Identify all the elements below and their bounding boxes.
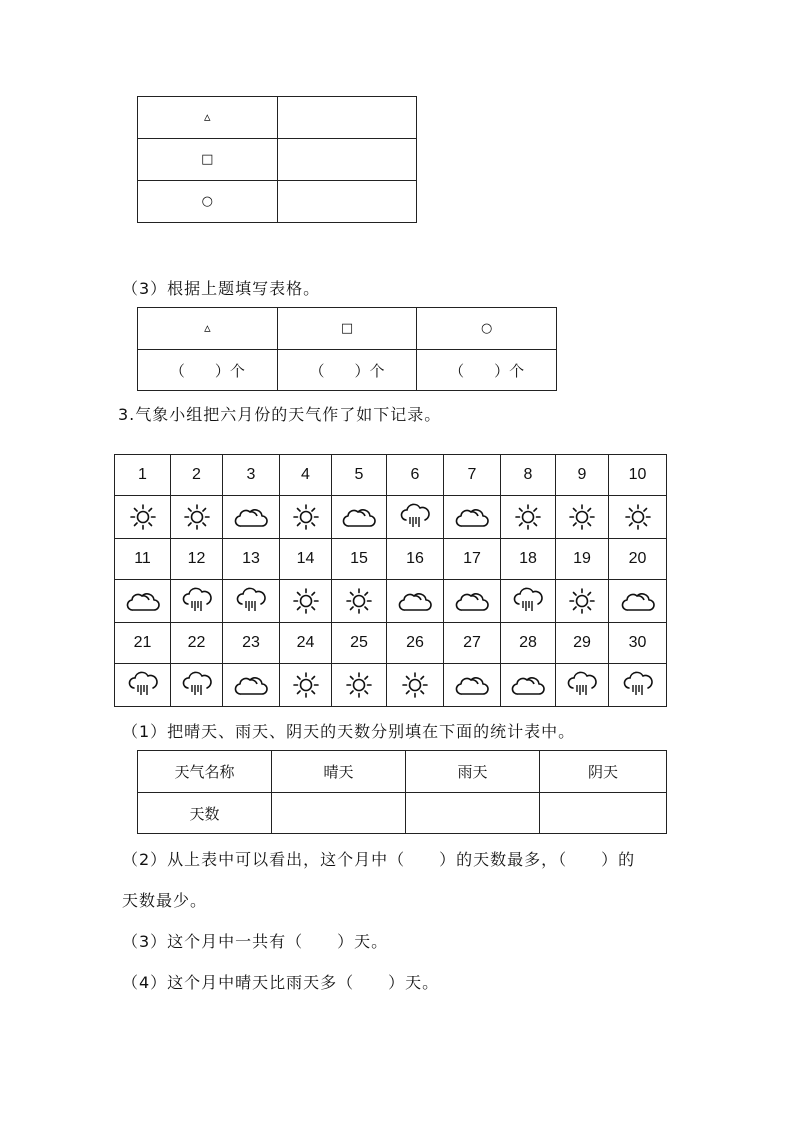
day-number: 28 — [501, 623, 556, 664]
sun-icon — [280, 671, 331, 699]
weather-cell — [556, 496, 609, 539]
weather-cell — [223, 580, 280, 623]
sunny-count-cell[interactable] — [272, 793, 406, 834]
answer-cell[interactable]: （ ）个 — [138, 350, 278, 391]
day-number: 7 — [444, 455, 501, 496]
sub-question-2-line-1: （2）从上表中可以看出，这个月中（ ）的天数最多，（ ）的 — [122, 850, 636, 869]
stats-header: 雨天 — [406, 751, 540, 793]
circle-icon: ○ — [417, 308, 557, 350]
rain-cloud-icon — [501, 587, 555, 615]
day-number: 9 — [556, 455, 609, 496]
triangle-icon: ▵ — [138, 97, 278, 139]
day-number: 11 — [115, 539, 171, 580]
shape-table — [137, 96, 417, 223]
day-number: 8 — [501, 455, 556, 496]
weather-cell — [444, 496, 501, 539]
triangle-icon: ▵ — [138, 308, 278, 350]
count-table — [137, 307, 557, 391]
day-number: 12 — [171, 539, 223, 580]
day-number: 2 — [171, 455, 223, 496]
sub-question-3: （3）这个月中一共有（ ）天。 — [122, 932, 389, 951]
sun-icon — [332, 587, 386, 615]
sun-icon — [556, 503, 608, 531]
day-number: 5 — [332, 455, 387, 496]
rain-cloud-icon — [223, 587, 279, 615]
question-3-text: （3）根据上题填写表格。 — [122, 279, 321, 298]
weather-cell — [115, 580, 171, 623]
cloudy-count-cell[interactable] — [540, 793, 667, 834]
sub-question-4: （4）这个月中晴天比雨天多（ ）天。 — [122, 973, 440, 992]
sub-question-1: （1）把晴天、雨天、阴天的天数分别填在下面的统计表中。 — [122, 722, 576, 741]
cloud-icon — [444, 672, 500, 698]
rain-cloud-icon — [171, 671, 222, 699]
stats-header: 天气名称 — [138, 751, 272, 793]
weather-cell — [115, 496, 171, 539]
weather-calendar — [114, 454, 667, 707]
day-number: 15 — [332, 539, 387, 580]
rain-cloud-icon — [171, 587, 222, 615]
weather-cell — [115, 664, 171, 707]
day-number: 27 — [444, 623, 501, 664]
weather-cell — [387, 496, 444, 539]
day-number: 14 — [280, 539, 332, 580]
count-table-header-row — [138, 308, 557, 350]
weather-cell — [171, 580, 223, 623]
answer-cell[interactable]: （ ）个 — [277, 350, 417, 391]
day-number: 4 — [280, 455, 332, 496]
day-number: 21 — [115, 623, 171, 664]
shape-row — [138, 139, 417, 181]
cloud-icon — [223, 672, 279, 698]
day-number: 20 — [609, 539, 667, 580]
weather-cell — [332, 664, 387, 707]
weather-cell — [280, 664, 332, 707]
day-number: 10 — [609, 455, 667, 496]
weather-cell — [223, 496, 280, 539]
day-number: 16 — [387, 539, 444, 580]
day-number: 23 — [223, 623, 280, 664]
shape-row — [138, 97, 417, 139]
rain-cloud-icon — [387, 503, 443, 531]
cloud-icon — [332, 504, 386, 530]
shape-tally-cell[interactable] — [277, 97, 417, 139]
day-number: 3 — [223, 455, 280, 496]
sun-icon — [556, 587, 608, 615]
day-number: 13 — [223, 539, 280, 580]
weather-cell — [556, 580, 609, 623]
day-number: 25 — [332, 623, 387, 664]
weather-cell — [501, 496, 556, 539]
weather-icon-row — [115, 664, 667, 707]
weather-cell — [501, 580, 556, 623]
rain-cloud-icon — [609, 671, 666, 699]
sun-icon — [115, 503, 170, 531]
shape-row — [138, 181, 417, 223]
rain-cloud-icon — [556, 671, 608, 699]
shape-tally-cell[interactable] — [277, 139, 417, 181]
count-table-answer-row — [138, 350, 557, 391]
day-number: 6 — [387, 455, 444, 496]
day-number: 24 — [280, 623, 332, 664]
day-number-row — [115, 623, 667, 664]
weather-cell — [609, 664, 667, 707]
weather-cell — [171, 664, 223, 707]
stats-row-label: 天数 — [138, 793, 272, 834]
weather-cell — [501, 664, 556, 707]
day-number: 17 — [444, 539, 501, 580]
weather-cell — [387, 664, 444, 707]
cloud-icon — [387, 588, 443, 614]
answer-cell[interactable]: （ ）个 — [417, 350, 557, 391]
day-number: 30 — [609, 623, 667, 664]
sun-icon — [609, 503, 666, 531]
weather-cell — [280, 580, 332, 623]
weather-cell — [609, 496, 667, 539]
stats-table — [137, 750, 667, 834]
sub-question-2-line-2: 天数最少。 — [122, 891, 208, 910]
cloud-icon — [501, 672, 555, 698]
stats-count-row — [138, 793, 667, 834]
weather-cell — [280, 496, 332, 539]
day-number: 1 — [115, 455, 171, 496]
weather-cell — [556, 664, 609, 707]
cloud-icon — [444, 588, 500, 614]
weather-icon-row — [115, 580, 667, 623]
weather-cell — [171, 496, 223, 539]
weather-cell — [609, 580, 667, 623]
weather-cell — [444, 580, 501, 623]
shape-tally-cell[interactable] — [277, 181, 417, 223]
cloud-icon — [115, 588, 170, 614]
sun-icon — [332, 671, 386, 699]
stats-header: 阴天 — [540, 751, 667, 793]
cloud-icon — [444, 504, 500, 530]
sun-icon — [280, 503, 331, 531]
weather-cell — [223, 664, 280, 707]
sun-icon — [171, 503, 222, 531]
weather-cell — [387, 580, 444, 623]
day-number: 26 — [387, 623, 444, 664]
day-number: 29 — [556, 623, 609, 664]
square-icon: □ — [277, 308, 417, 350]
day-number-row — [115, 539, 667, 580]
rain-cloud-icon — [115, 671, 170, 699]
sun-icon — [387, 671, 443, 699]
weather-cell — [332, 496, 387, 539]
stats-header: 晴天 — [272, 751, 406, 793]
weather-cell — [332, 580, 387, 623]
rainy-count-cell[interactable] — [406, 793, 540, 834]
cloud-icon — [609, 588, 666, 614]
weather-cell — [444, 664, 501, 707]
circle-icon: ○ — [138, 181, 278, 223]
sun-icon — [501, 503, 555, 531]
section-3-title: 3.气象小组把六月份的天气作了如下记录。 — [118, 405, 442, 424]
day-number: 22 — [171, 623, 223, 664]
weather-icon-row — [115, 496, 667, 539]
sun-icon — [280, 587, 331, 615]
day-number-row — [115, 455, 667, 496]
day-number: 19 — [556, 539, 609, 580]
cloud-icon — [223, 504, 279, 530]
square-icon: □ — [138, 139, 278, 181]
stats-header-row — [138, 751, 667, 793]
day-number: 18 — [501, 539, 556, 580]
